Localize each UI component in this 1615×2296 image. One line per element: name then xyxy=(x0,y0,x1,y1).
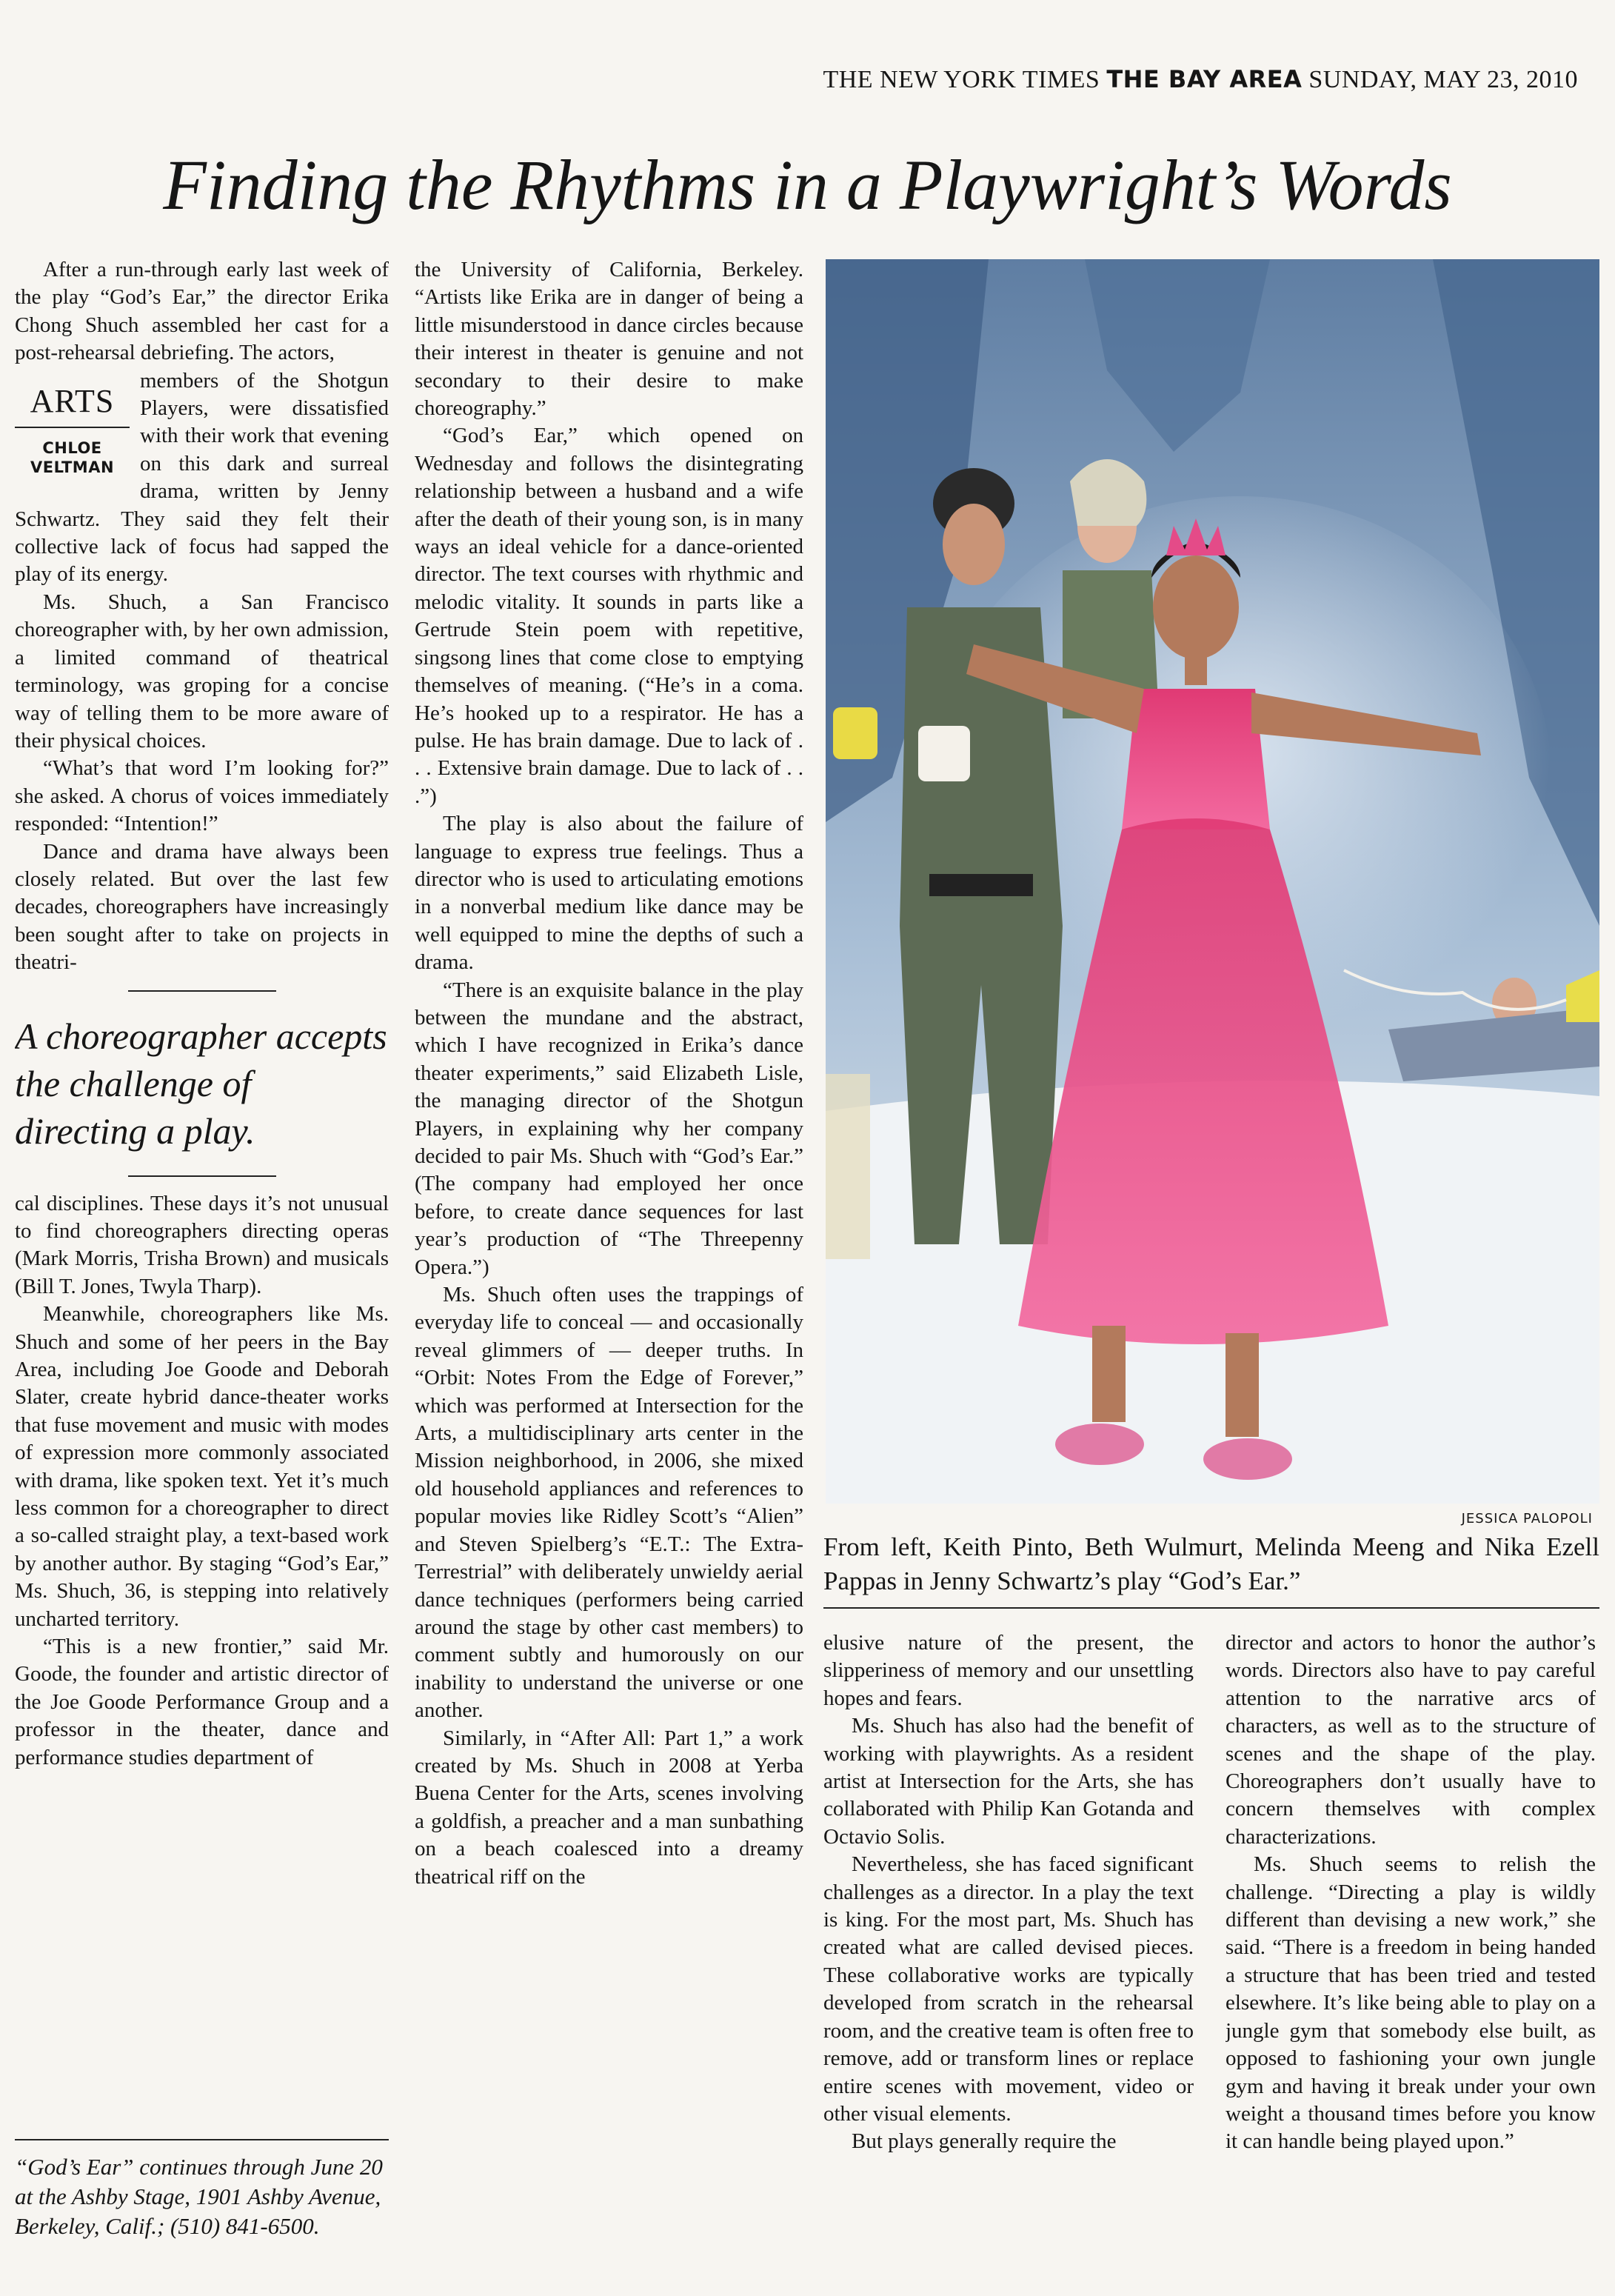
article-column-1 xyxy=(15,256,389,2286)
paragraph: director and actors to honor the author’s words. Directors also have to pay careful attention to the narrative arcs of characters, as well as to the structure of scenes and the shape of the play. Choreographers don’t usually have to concern themselves with complex characterizations. xyxy=(1226,1631,1596,1849)
paragraph: cal disciplines. These days it’s not unusual to find choreographers directing operas (Mark Morris, Trisha Brown) and musicals (Bill T. Jones, Twyla Tharp). xyxy=(15,1191,389,1298)
byline-first: CHLOE xyxy=(42,438,102,457)
paragraph: Ms. Shuch often uses the trappings of everyday life to conceal — and occasionally reveal glimmers of — deeper truths. In “Orbit: Notes From the Edge of Forever,” which was performed at Intersection for the Arts, a multidisciplinary arts center in the Mission neighborhood, in 2006, she mixed old household appliances and references to popular movies like Ridley Scott’s “Alien” and Steven Spielberg’s “E.T.: The Extra-Terrestrial” with deliberately unwieldy aerial dance techniques (performers being carried around the stage by other cast members) to comment subtly and humorously on our inability to understand the universe or one another. xyxy=(415,1283,803,1723)
paragraph: Nevertheless, she has faced significant challenges as a director. In a play the text is king. For the most part, Ms. Shuch has created what are called devised pieces. These collaborative works are typically developed from scratch in the rehearsal room, and the creative team is often free to remove, add or transform lines or replace entire scenes with movement, video or other visual elements. xyxy=(823,1852,1194,2126)
article-column-3 xyxy=(823,1629,1194,2281)
paragraph: elusive nature of the present, the slipperiness of memory and our unsettling hopes and fears. xyxy=(823,1631,1194,1710)
section-kicker: ARTS xyxy=(30,382,115,419)
info-box: “God’s Ear” continues through June 20 at the Ashby Stage, 1901 Ashby Avenue, Berkeley, Calif.; (510) 841-6500. xyxy=(15,2154,383,2239)
headline: Finding the Rhythms in a Playwright’s Words xyxy=(163,145,1452,224)
paragraph: Ms. Shuch seems to relish the challenge. “Directing a play is wildly different than devising a new work,” she said. “There is a freedom in being handed a structure that has been tried and tested elsewhere. It’s like being able to play on a jungle gym that somebody else built, as opposed to fashioning your own jungle gym and having it break under your own weight a thousand times before you know it can handle being played upon.” xyxy=(1226,1852,1596,2154)
paragraph: Meanwhile, choreographers like Ms. Shuch and some of her peers in the Bay Area, including Joe Goode and Deborah Slater, create hybrid dance-theater works that fuse movement and music with modes of expression more commonly associated with drama, like spoken text. Yet it’s much less common for a choreographer to direct a so-called straight play, a text-based work by another author. By staging “God’s Ear,” Ms. Shuch, 36, is stepping into relatively uncharted territory. xyxy=(15,1302,389,1631)
pull-quote-text: A choreographer accepts the challenge of directing a play. xyxy=(15,1015,387,1152)
paragraph: Dance and drama have always been closely related. But over the last few decades, choreographers have increasingly been sought after to take on projects in theatri- xyxy=(15,839,389,975)
info-divider xyxy=(15,2139,389,2140)
article-column-2 xyxy=(415,256,803,2286)
masthead xyxy=(823,65,1578,94)
article-column-4 xyxy=(1226,1629,1596,2281)
pull-quote xyxy=(15,990,389,1177)
paragraph: “God’s Ear,” which opened on Wednesday and follows the disintegrating relationship between a husband and a wife after the death of their young son, is in many ways an ideal vehicle for a dance-oriented director. The text courses with rhythmic and melodic vitality. It sounds in parts like a Gertrude Stein poem with repetitive, singsong lines that come close to emptying themselves of meaning. (“He’s in a coma. He’s hooked up to a respirator. He has a pulse. He has brain damage. Due to lack of . . . Extensive brain damage. Due to lack of . . .”) xyxy=(415,424,803,808)
photo-caption-box xyxy=(823,1530,1599,1609)
paragraph: After a run-through early last week of the play “God’s Ear,” the director Erika Chong Shuch assembled her cast for a post-rehearsal debriefing. The actors, xyxy=(15,258,389,365)
paragraph: “There is an exquisite balance in the play between the mundane and the abstract, which I have recognized in Erika’s dance theater experiments,” said Elizabeth Lisle, the managing director of the Shotgun Players, in explaining why her company decided to pair Ms. Shuch with “God’s Ear.” (The company had employed her once before, to create dance sequences for last year’s production of “The Threepenny Opera.”) xyxy=(415,978,803,1279)
masthead-date: SUNDAY, MAY 23, 2010 xyxy=(1308,66,1578,93)
masthead-section: THE BAY AREA xyxy=(1106,65,1303,93)
article-photo xyxy=(826,259,1599,1504)
paragraph: “This is a new frontier,” said Mr. Goode, the founder and artistic director of the Joe Goode Performance Group and a professor in the theater, dance and performance studies department of xyxy=(15,1635,389,1769)
paragraph: the University of California, Berkeley. “Artists like Erika are in danger of being a little misunderstood in dance circles because their interest in theater is genuine and not secondary to their desire to make choreography.” xyxy=(415,258,803,421)
paragraph: members of the Shotgun Players, were dissatisfied with their work that evening on this dark and surreal drama, written by Jenny Schwartz. They said they felt their collective lack of focus had sapped the play of its energy. xyxy=(15,368,389,587)
masthead-paper: THE NEW YORK TIMES xyxy=(823,66,1100,93)
stage-photo-illustration xyxy=(826,259,1599,1504)
paragraph: But plays generally require the xyxy=(852,2129,1117,2154)
paragraph: Similarly, in “After All: Part 1,” a work created by Ms. Shuch in 2008 at Yerba Buena Center for the Arts, scenes involving a goldfish, a preacher and a man sunbathing on a beach coalesced into a dreamy theatrical riff on the xyxy=(415,1726,803,1889)
kicker-block xyxy=(15,382,130,477)
photo-caption: From left, Keith Pinto, Beth Wulmurt, Melinda Meeng and Nika Ezell Pappas in Jenny Schwartz’s play “God’s Ear.” xyxy=(823,1530,1599,1609)
paragraph: Ms. Shuch has also had the benefit of working with playwrights. As a resident artist at Intersection for the Arts, she has collaborated with Philip Kan Gotanda and Octavio Solis. xyxy=(823,1714,1194,1849)
paragraph: The play is also about the failure of language to express true feelings. Thus a director who is used to articulating emotions in a nonverbal medium like dance may be well equipped to mine the depths of such a drama. xyxy=(415,812,803,975)
paragraph: “What’s that word I’m looking for?” she asked. A chorus of voices immediately responded: “Intention!” xyxy=(15,756,389,836)
photo-credit: JESSICA PALOPOLI xyxy=(1461,1511,1593,1526)
paragraph: Ms. Shuch, a San Francisco choreographer with, by her own admission, a limited command of theatrical terminology, was groping for a concise way of telling them to be more aware of their physical choices. xyxy=(15,590,389,752)
byline-last: VELTMAN xyxy=(30,458,115,476)
